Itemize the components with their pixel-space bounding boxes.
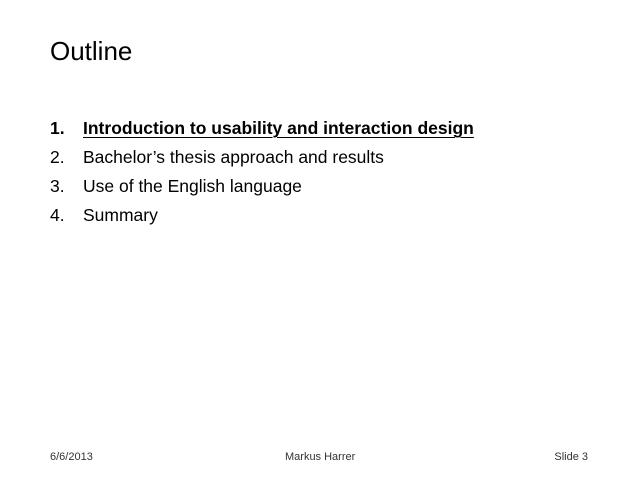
outline-item-3 — [50, 172, 474, 201]
outline-item-4 — [50, 201, 474, 230]
outline-list — [50, 114, 474, 230]
outline-item-1 — [50, 114, 474, 143]
outline-item-number: 2. — [50, 147, 65, 167]
outline-item-text: Bachelor’s thesis approach and results — [83, 147, 384, 167]
footer-author: Markus Harrer — [285, 451, 356, 463]
outline-item-text: Summary — [83, 205, 158, 225]
outline-item-text: Use of the English language — [83, 176, 302, 196]
footer-date: 6/6/2013 — [50, 451, 93, 463]
footer-slide-number: Slide 3 — [554, 451, 588, 463]
outline-item-2 — [50, 143, 474, 172]
outline-item-number: 1. — [50, 118, 65, 138]
outline-item-number: 4. — [50, 205, 65, 225]
outline-item-number: 3. — [50, 176, 65, 196]
outline-item-text: Introduction to usability and interaction design — [83, 118, 474, 138]
slide-title: Outline — [50, 36, 133, 66]
